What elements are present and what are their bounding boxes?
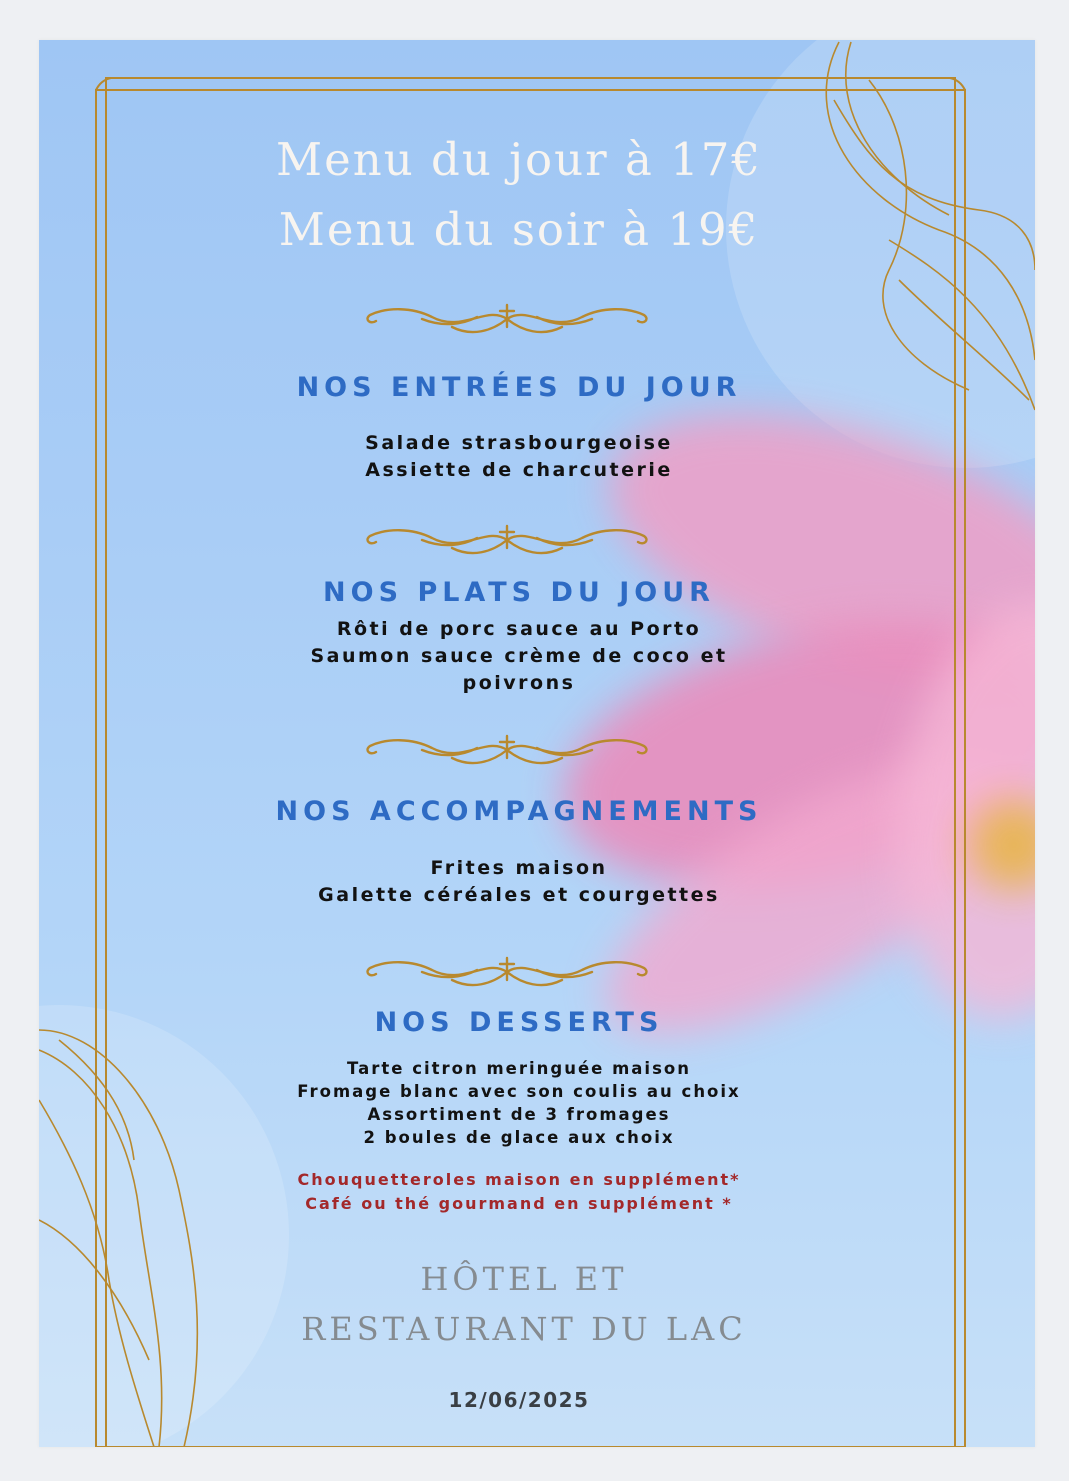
list-item: Galette céréales et courgettes xyxy=(318,884,720,906)
entrees-list xyxy=(169,430,869,484)
list-item: Saumon sauce crème de coco et xyxy=(310,645,728,667)
plats-list xyxy=(169,616,869,697)
section-title-accompagnements: NOS ACCOMPAGNEMENTS xyxy=(275,796,763,827)
list-item: 2 boules de glace aux choix xyxy=(363,1128,675,1147)
menu-price-line: Menu du jour à 17€ xyxy=(276,133,762,186)
list-item: Salade strasbourgeoise xyxy=(365,432,673,454)
list-item: Tarte citron meringuée maison xyxy=(346,1059,691,1078)
menu-date: 12/06/2025 xyxy=(448,1388,590,1412)
flourish-divider-icon xyxy=(362,728,652,772)
list-item: Assiette de charcuterie xyxy=(365,459,673,481)
flourish-divider-icon xyxy=(362,297,652,341)
section-title-plats: NOS PLATS DU JOUR xyxy=(323,577,715,608)
supplement-item: Chouquetteroles maison en supplément* xyxy=(297,1170,741,1189)
list-item: Fromage blanc avec son coulis au choix xyxy=(297,1082,741,1101)
list-item: Frites maison xyxy=(430,857,608,879)
menu-card xyxy=(39,40,1035,1447)
section-title-entrees: NOS ENTRÉES DU JOUR xyxy=(296,372,742,403)
supplement-item: Café ou thé gourmand en supplément * xyxy=(305,1194,733,1213)
desserts-list xyxy=(169,1057,869,1149)
section-title-desserts: NOS DESSERTS xyxy=(374,1007,664,1038)
hotel-name-line: HÔTEL ET xyxy=(420,1260,628,1298)
hotel-name xyxy=(199,1254,849,1354)
list-item: poivrons xyxy=(462,672,576,694)
menu-price-line: Menu du soir à 19€ xyxy=(278,203,760,256)
supplements-list xyxy=(169,1168,869,1216)
flourish-divider-icon xyxy=(362,950,652,994)
list-item: Assortiment de 3 fromages xyxy=(367,1105,671,1124)
accompagnements-list xyxy=(169,855,869,909)
flourish-divider-icon xyxy=(362,518,652,562)
hotel-name-line: RESTAURANT DU LAC xyxy=(301,1310,747,1348)
menu-header xyxy=(219,125,819,265)
list-item: Rôti de porc sauce au Porto xyxy=(336,618,702,640)
